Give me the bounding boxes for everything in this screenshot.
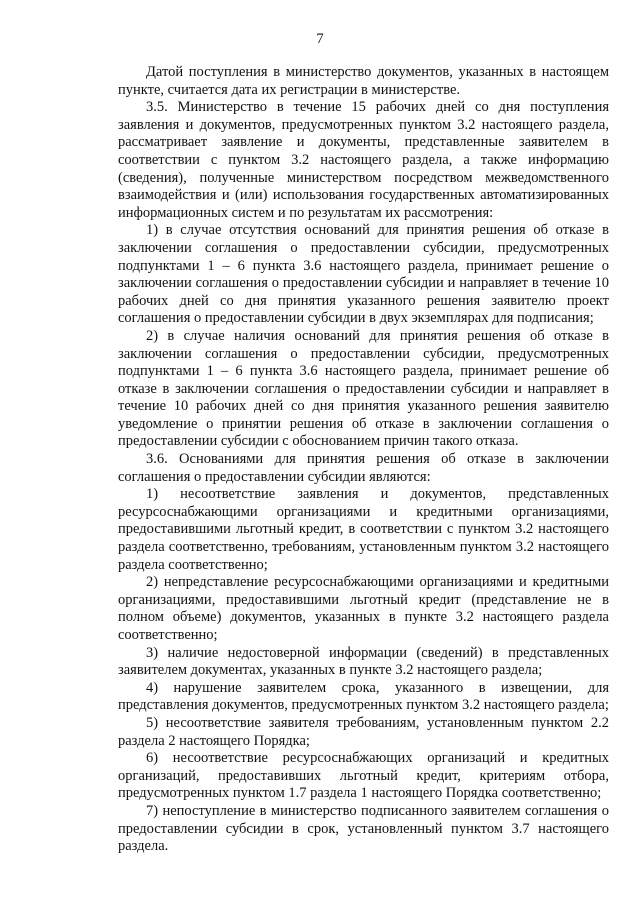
paragraph-3-6-item-5: 5) несоответствие заявителя требованиям, установленным пунктом 2.2 раздела 2 настоящего Порядка;	[118, 714, 609, 749]
paragraph-3-5: 3.5. Министерство в течение 15 рабочих дней со дня поступления заявления и документов, предусмотренных пунктом 3.2 настоящего раздела, рассматривает заявление и документы, представленные заявителем в соответствии с пунктом 3.2 настоящего раздела, а также информацию (сведения), полученные министерством посредством межведомственного взаимодействия и (или) использования государственных автоматизированных информационных систем и по результатам их рассмотрения:	[118, 99, 609, 221]
paragraph-3-5-item-2: 2) в случае наличия оснований для принятия решения об отказе в заключении соглашения о предоставлении субсидии, предусмотренных подпунктами 1 – 6 пункта 3.6 настоящего раздела, принимает решение об отказе в заключении соглашения о предоставлении субсидии и направляет в течение 10 рабочих дней со дня принятия указанного решения заявителю уведомление о принятии решения об отказе в заключении соглашения о предоставлении субсидии с обоснованием причин такого отказа.	[118, 327, 609, 450]
paragraph-3-6-item-3: 3) наличие недостоверной информации (сведений) в представленных заявителем документах, указанных в пункте 3.2 настоящего раздела;	[118, 644, 609, 679]
paragraph-3-6-item-7: 7) непоступление в министерство подписанного заявителем соглашения о предоставлении субсидии в срок, установленный пунктом 3.7 настоящего раздела.	[118, 802, 609, 855]
paragraph-registration-date: Датой поступления в министерство документов, указанных в настоящем пункте, считается дата их регистрации в министерстве.	[118, 64, 609, 98]
page-number: 7	[316, 31, 324, 47]
paragraph-3-6-item-6: 6) несоответствие ресурсоснабжающих организаций и кредитных организаций, предоставивших льготный кредит, критериям отбора, предусмотренных пунктом 1.7 раздела 1 настоящего Порядка соответственно;	[118, 750, 609, 802]
paragraph-3-5-item-1: 1) в случае отсутствия оснований для принятия решения об отказе в заключении соглашения о предоставлении субсидии, предусмотренных подпунктами 1 – 6 пункта 3.6 настоящего раздела, принимает решение о заключении соглашения о предоставлении субсидии и направляет в течение 10 рабочих дней со дня принятия указанного решения заявителю проект соглашения о предоставлении субсидии в двух экземплярах для подписания;	[118, 222, 609, 327]
paragraph-3-6-item-2: 2) непредставление ресурсоснабжающими организациями и кредитными организациями, предоставившими льготный кредит (представление не в полном объеме) документов, указанных в пункте 3.2 настоящего раздела соответственно;	[118, 574, 609, 643]
document-body	[118, 64, 609, 856]
paragraph-3-6-item-1: 1) несоответствие заявления и документов, представленных ресурсоснабжающими организациями и кредитными организациями, предоставившими льготный кредит, в соответствии с пунктом 3.2 настоящего раздела соответственно, требованиям, установленным пунктом 3.2 настоящего раздела соответственно;	[118, 486, 609, 573]
paragraph-3-6: 3.6. Основаниями для принятия решения об отказе в заключении соглашения о предоставлении субсидии являются:	[118, 451, 609, 485]
paragraph-3-6-item-4: 4) нарушение заявителем срока, указанного в извещении, для представления документов, предусмотренных пунктом 3.2 настоящего раздела;	[118, 679, 609, 714]
